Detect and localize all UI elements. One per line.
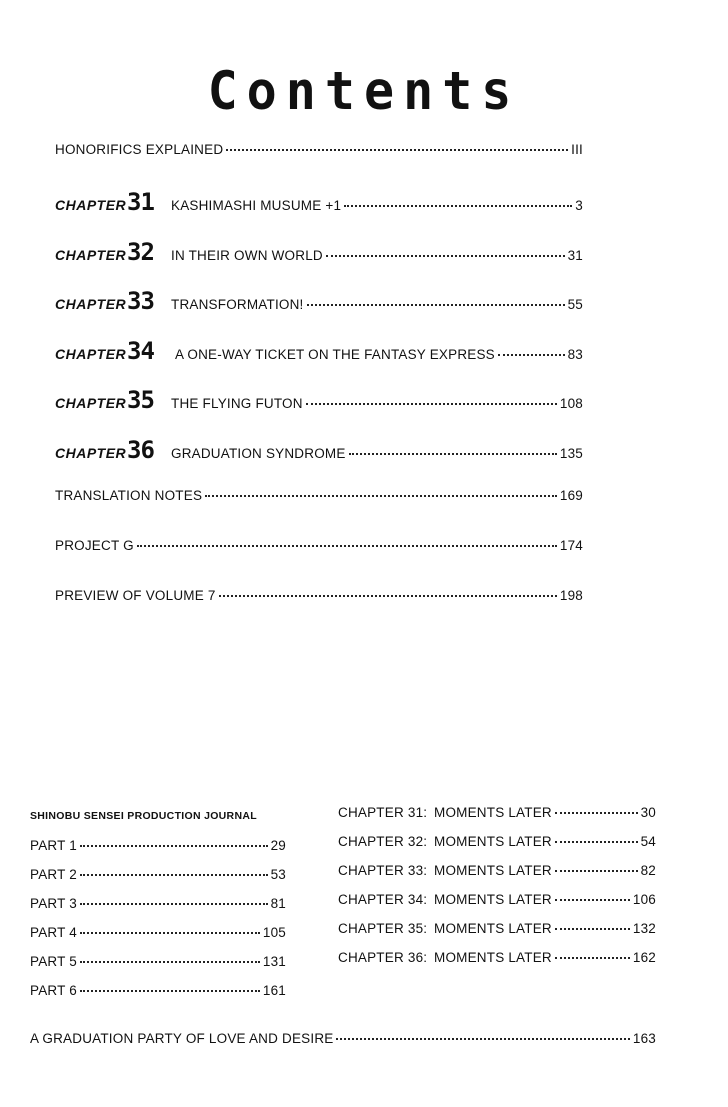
toc-entry-title: A GRADUATION PARTY OF LOVE AND DESIRE [30, 1031, 334, 1046]
moments-chapter-label: CHAPTER 31: [338, 805, 428, 820]
toc-entry-final[interactable] [30, 1031, 656, 1051]
moments-entry[interactable] [338, 921, 656, 941]
toc-chapter-entry[interactable] [55, 337, 583, 365]
journal-part-page: 131 [262, 954, 286, 969]
dot-leader [80, 990, 260, 992]
toc-entry[interactable] [55, 588, 583, 612]
moments-page: 30 [640, 805, 656, 820]
chapter-label: CHAPTER [55, 247, 127, 263]
toc-entry-title: TRANSFORMATION! [171, 297, 304, 312]
chapter-label: CHAPTER [55, 395, 127, 411]
chapter-number: 35 [127, 386, 154, 414]
moments-entry[interactable] [338, 834, 656, 854]
toc-entry-page: 3 [575, 198, 583, 213]
dot-leader [336, 1038, 629, 1040]
dot-leader [306, 403, 557, 405]
dot-leader [555, 812, 638, 814]
journal-part-page: 105 [262, 925, 286, 940]
dot-leader [555, 899, 630, 901]
journal-part-page: 29 [270, 838, 286, 853]
moments-chapter-label: CHAPTER 32: [338, 834, 428, 849]
journal-part-page: 161 [262, 983, 286, 998]
journal-part-entry[interactable] [30, 867, 286, 887]
moments-title: MOMENTS LATER [434, 950, 552, 965]
toc-entry-page: 198 [559, 588, 583, 603]
toc-chapter-entry[interactable] [55, 287, 583, 315]
dot-leader [344, 205, 572, 207]
toc-entry-title: GRADUATION SYNDROME [171, 446, 346, 461]
chapter-label: CHAPTER [55, 445, 127, 461]
toc-entry-title: A ONE-WAY TICKET ON THE FANTASY EXPRESS [175, 347, 495, 362]
dot-leader [80, 874, 268, 876]
toc-entry-title: KASHIMASHI MUSUME +1 [171, 198, 342, 213]
toc-entry-title: PROJECT G [55, 538, 134, 553]
journal-part-entry[interactable] [30, 838, 286, 858]
dot-leader [219, 595, 557, 597]
journal-part-entry[interactable] [30, 983, 286, 1003]
journal-part-page: 53 [270, 867, 286, 882]
toc-chapter-entry[interactable] [55, 386, 583, 414]
moments-title: MOMENTS LATER [434, 863, 552, 878]
journal-part-label: PART 1 [30, 838, 77, 853]
moments-entry[interactable] [338, 863, 656, 883]
moments-chapter-label: CHAPTER 33: [338, 863, 428, 878]
toc-entry[interactable] [55, 142, 583, 166]
dot-leader [80, 961, 260, 963]
dot-leader [137, 545, 557, 547]
chapter-number: 33 [127, 287, 154, 315]
moments-chapter-label: CHAPTER 35: [338, 921, 428, 936]
moments-page: 106 [632, 892, 656, 907]
dot-leader [498, 354, 565, 356]
toc-entry-title: THE FLYING FUTON [171, 396, 303, 411]
toc-entry-title: TRANSLATION NOTES [55, 488, 203, 503]
moments-page: 82 [640, 863, 656, 878]
dot-leader [226, 149, 568, 151]
journal-part-page: 81 [270, 896, 286, 911]
journal-part-entry[interactable] [30, 925, 286, 945]
toc-entry-title: PREVIEW OF VOLUME 7 [55, 588, 216, 603]
toc-entry-page: 83 [567, 347, 583, 362]
moments-page: 162 [632, 950, 656, 965]
dot-leader [349, 453, 557, 455]
journal-part-label: PART 4 [30, 925, 77, 940]
toc-entry-page: 135 [559, 446, 583, 461]
dot-leader [555, 841, 638, 843]
toc-chapter-entry[interactable] [55, 436, 583, 464]
journal-part-label: PART 3 [30, 896, 77, 911]
journal-part-entry[interactable] [30, 954, 286, 974]
chapter-number: 34 [127, 337, 154, 365]
dot-leader [80, 845, 268, 847]
moments-entry[interactable] [338, 805, 656, 825]
dot-leader [307, 304, 565, 306]
dot-leader [326, 255, 565, 257]
journal-title: SHINOBU SENSEI PRODUCTION JOURNAL [30, 810, 257, 822]
chapter-number: 31 [127, 188, 154, 216]
moments-entry[interactable] [338, 950, 656, 970]
journal-part-entry[interactable] [30, 896, 286, 916]
toc-entry[interactable] [55, 538, 583, 562]
dot-leader [80, 903, 268, 905]
toc-entry-title: HONORIFICS EXPLAINED [55, 142, 224, 157]
chapter-label: CHAPTER [55, 296, 127, 312]
chapter-label: CHAPTER [55, 197, 127, 213]
dot-leader [205, 495, 557, 497]
journal-part-label: PART 6 [30, 983, 77, 998]
moments-chapter-label: CHAPTER 34: [338, 892, 428, 907]
moments-entry[interactable] [338, 892, 656, 912]
toc-entry-page: 163 [632, 1031, 656, 1046]
toc-entry[interactable] [55, 488, 583, 512]
toc-entry-page: 169 [559, 488, 583, 503]
toc-chapter-entry[interactable] [55, 188, 583, 216]
toc-entry-title: IN THEIR OWN WORLD [171, 248, 323, 263]
dot-leader [555, 928, 630, 930]
moments-title: MOMENTS LATER [434, 921, 552, 936]
page-title: Contents [207, 60, 521, 122]
toc-entry-page: 31 [567, 248, 583, 263]
dot-leader [555, 870, 638, 872]
toc-entry-page: 174 [559, 538, 583, 553]
toc-chapter-entry[interactable] [55, 238, 583, 266]
moments-page: 54 [640, 834, 656, 849]
toc-entry-page: III [571, 142, 583, 157]
dot-leader [80, 932, 260, 934]
dot-leader [555, 957, 630, 959]
toc-entry-page: 108 [559, 396, 583, 411]
moments-title: MOMENTS LATER [434, 805, 552, 820]
chapter-number: 32 [127, 238, 154, 266]
moments-title: MOMENTS LATER [434, 892, 552, 907]
toc-entry-page: 55 [567, 297, 583, 312]
journal-part-label: PART 5 [30, 954, 77, 969]
moments-page: 132 [632, 921, 656, 936]
journal-part-label: PART 2 [30, 867, 77, 882]
moments-title: MOMENTS LATER [434, 834, 552, 849]
moments-chapter-label: CHAPTER 36: [338, 950, 428, 965]
chapter-label: CHAPTER [55, 346, 127, 362]
chapter-number: 36 [127, 436, 154, 464]
